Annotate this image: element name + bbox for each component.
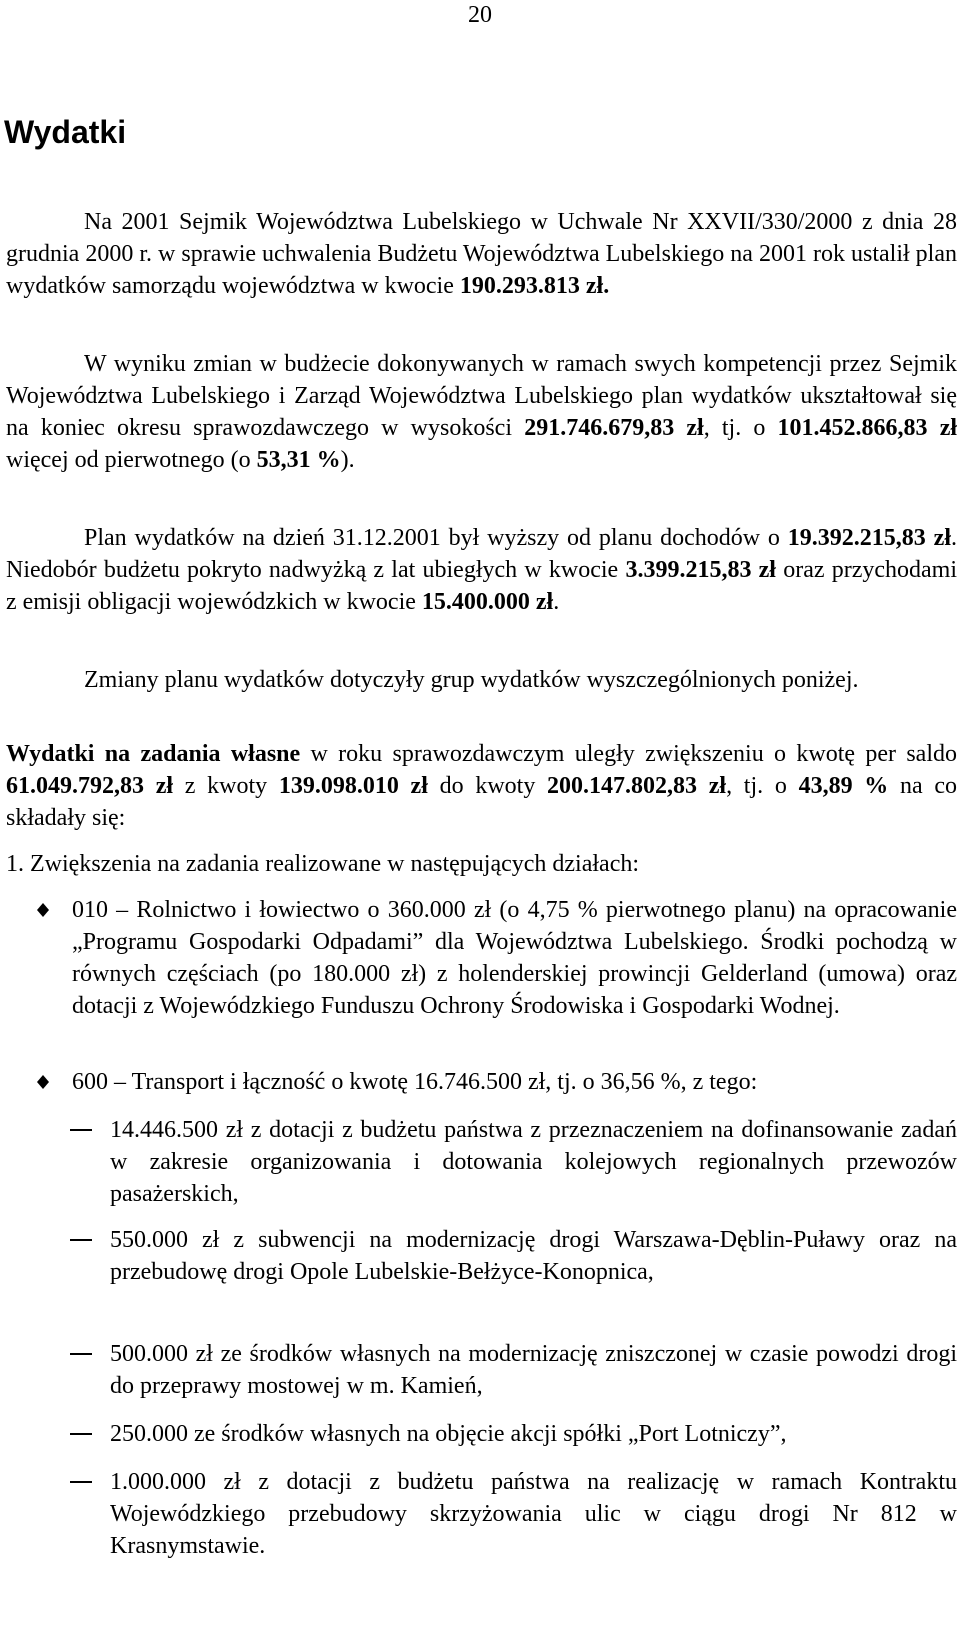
- text: z kwoty: [173, 773, 279, 799]
- dash-item: [110, 1466, 957, 1562]
- amount: 15.400.000 zł: [421, 589, 554, 615]
- dash-text: 500.000 zł ze środków własnych na modernizację zniszczonej w czasie powodzi drogi do przeprawy mostowej w m. Kamień,: [110, 1341, 957, 1399]
- text: na co składały się:: [6, 773, 958, 831]
- text: ).: [340, 447, 355, 473]
- text: w roku sprawozdawczym uległy zwiększeniu o kwotę per saldo: [300, 741, 957, 767]
- text: .: [553, 589, 560, 615]
- text: . Niedobór budżetu pokryto nadwyżką z lat ubiegłych w kwocie: [6, 525, 957, 583]
- paragraph-budget-plan: [6, 206, 957, 302]
- page-number: 20: [468, 2, 492, 28]
- amount: 139.098.010 zł: [278, 773, 428, 799]
- amount: 190.293.813 zł.: [459, 273, 610, 299]
- percent: 43,89 %: [798, 773, 889, 799]
- bullet-item: [72, 1066, 957, 1098]
- dash-item: [110, 1338, 957, 1402]
- dash-bullet-icon: [70, 1353, 92, 1355]
- dash-text: 1.000.000 zł z dotacji z budżetu państwa na realizację w ramach Kontraktu Wojewódzkiego przebudowy skrzyżowania ulic w ciągu drogi Nr 812 w Krasnymstawie.: [110, 1469, 957, 1559]
- emphasis: Wydatki na zadania własne: [6, 741, 301, 767]
- bullet-text: 600 – Transport i łączność o kwotę 16.746.500 zł, tj. o 36,56 %, z tego:: [72, 1069, 758, 1095]
- text: Plan wydatków na dzień 31.12.2001 był wyższy od planu dochodów o: [84, 525, 788, 551]
- dash-bullet-icon: [70, 1433, 92, 1435]
- bullet-item: [72, 894, 957, 1022]
- amount: 200.147.802,83 zł: [547, 773, 727, 799]
- dash-text: 250.000 ze środków własnych na objęcie akcji spółki „Port Lotniczy”,: [110, 1421, 787, 1447]
- text: oraz przychodami z emisji obligacji wojewódzkich w kwocie: [6, 557, 957, 615]
- dash-bullet-icon: [70, 1481, 92, 1483]
- diamond-bullet-icon: [37, 1075, 49, 1089]
- amount: 19.392.215,83 zł: [787, 525, 951, 551]
- percent: 53,31 %: [256, 447, 341, 473]
- diamond-bullet-icon: [37, 903, 49, 917]
- dash-item: [110, 1114, 957, 1210]
- text: , tj. o: [703, 415, 778, 441]
- bullet-text: 010 – Rolnictwo i łowiectwo o 360.000 zł (o 4,75 % pierwotnego planu) na opracowanie „Programu Gospodarki Odpadami” dla Województwa Lubelskiego. Środki pochodzą w równych częściach (po 180.000 zł) z holenderskiej prowincji Gelderland (umowa) oraz dotacji z Wojewódzkiego Funduszu Ochrony Środowiska i Gospodarki Wodnej.: [72, 897, 957, 1019]
- amount: 61.049.792,83 zł: [6, 773, 174, 799]
- list-item-1: 1. Zwiększenia na zadania realizowane w następujących działach:: [6, 851, 640, 877]
- paragraph-own-tasks: [6, 738, 957, 834]
- paragraph-changes-groups: Zmiany planu wydatków dotyczyły grup wydatków wyszczególnionych poniżej.: [84, 667, 859, 693]
- amount: 3.399.215,83 zł: [625, 557, 776, 583]
- text: W wyniku zmian w budżecie dokonywanych w ramach swych kompetencji przez Sejmik Województwa Lubelskiego i Zarząd Województwa Lubelskiego plan wydatków ukształtował się na koniec okresu sprawozdawczego w wysokości: [6, 351, 957, 441]
- dash-bullet-icon: [70, 1129, 92, 1131]
- text: więcej od pierwotnego (o: [6, 447, 257, 473]
- dash-item: [110, 1224, 957, 1288]
- dash-text: 550.000 zł z subwencji na modernizację drogi Warszawa-Dęblin-Puławy oraz na przebudowę drogi Opole Lubelskie-Bełżyce-Konopnica,: [110, 1227, 957, 1285]
- dash-text: 14.446.500 zł z dotacji z budżetu państwa z przeznaczeniem na dofinansowanie zadań w zakresie organizowania i dotowania kolejowych regionalnych przewozów pasażerskich,: [110, 1117, 957, 1207]
- dash-bullet-icon: [70, 1239, 92, 1241]
- amount: 291.746.679,83 zł: [524, 415, 704, 441]
- paragraph-plan-changes: [6, 348, 957, 476]
- text: , tj. o: [726, 773, 799, 799]
- text: Na 2001 Sejmik Województwa Lubelskiego w Uchwale Nr XXVII/330/2000 z dnia 28 grudnia 2000 r. w sprawie uchwalenia Budżetu Województwa Lubelskiego na 2001 rok ustalił plan wydatków samorządu województwa w kwocie: [6, 209, 957, 299]
- amount: 101.452.866,83 zł: [777, 415, 958, 441]
- dash-item: [110, 1418, 957, 1450]
- text: do kwoty: [427, 773, 548, 799]
- paragraph-deficit: [6, 522, 957, 618]
- section-heading: Wydatki: [4, 114, 127, 150]
